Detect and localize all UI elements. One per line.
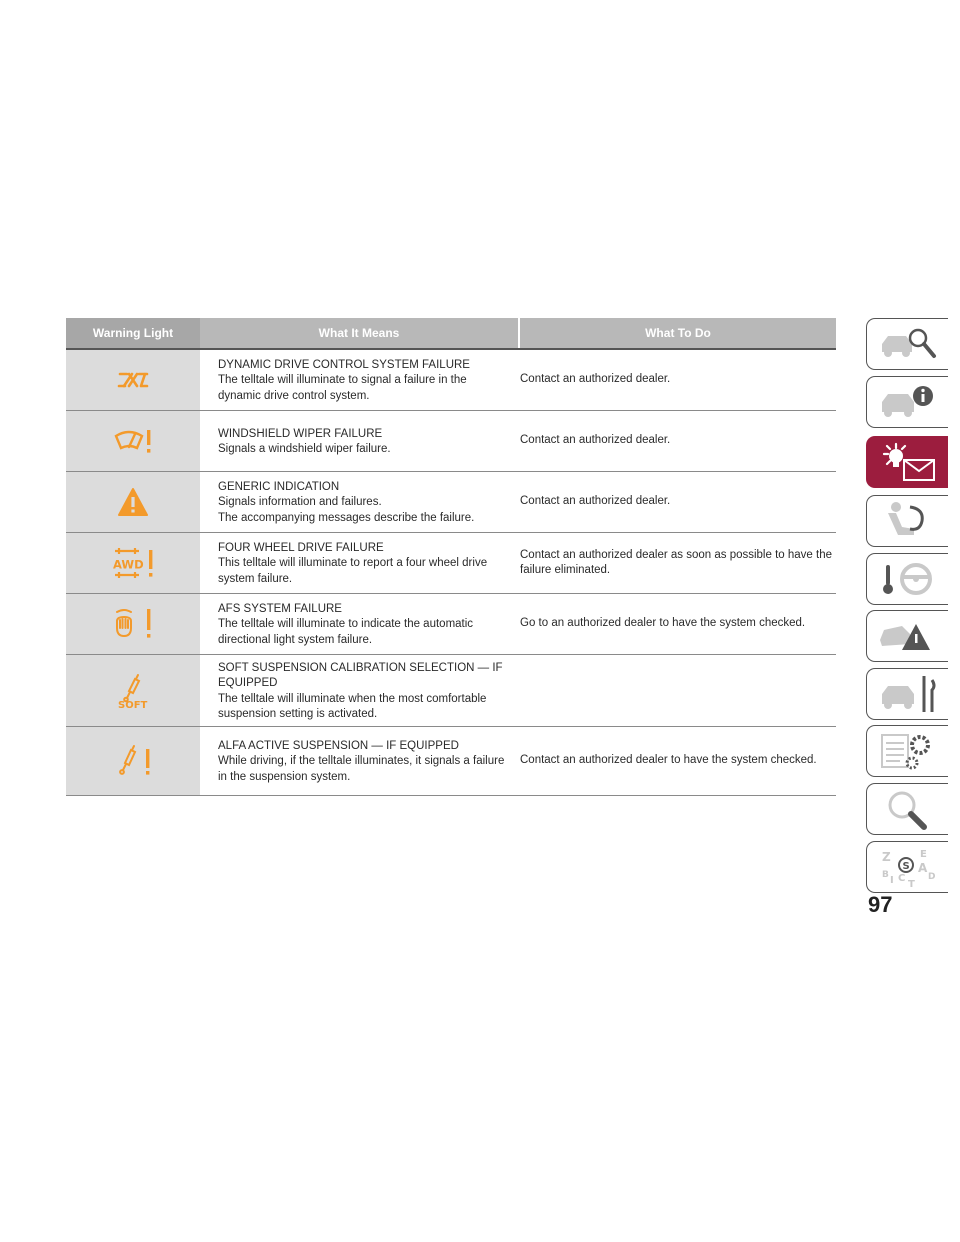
tab-car-search[interactable] bbox=[866, 318, 948, 370]
index-letter: B bbox=[881, 870, 889, 880]
action-cell bbox=[518, 655, 836, 726]
tab-steering-wheel-key[interactable] bbox=[866, 553, 948, 605]
row-description-line: in the suspension system. bbox=[218, 770, 351, 783]
row-action: Contact an authorized dealer as soon as possible to have the failure eliminated. bbox=[520, 548, 832, 576]
row-title: GENERIC INDICATION bbox=[218, 480, 340, 493]
table-row bbox=[66, 472, 836, 533]
index-letter: T bbox=[907, 879, 915, 889]
car-info-icon bbox=[876, 380, 940, 424]
index-letter: A bbox=[917, 861, 927, 875]
car-crash-warning-icon bbox=[876, 614, 940, 658]
table-row bbox=[66, 411, 836, 472]
tab-alphabetical-index[interactable] bbox=[866, 841, 948, 893]
meaning-cell bbox=[200, 655, 518, 726]
row-description-line: The telltale will illuminate when the most comfortable bbox=[218, 692, 487, 705]
meaning-cell bbox=[200, 350, 518, 410]
row-description-line: This telltale will illuminate to report a four wheel drive bbox=[218, 557, 488, 570]
seat-airbag-icon bbox=[876, 499, 940, 543]
tab-car-crash-warning[interactable] bbox=[866, 610, 948, 662]
row-action: Contact an authorized dealer. bbox=[520, 373, 671, 386]
tab-car-service-wrench[interactable] bbox=[866, 668, 948, 720]
row-title: AFS SYSTEM FAILURE bbox=[218, 602, 342, 615]
index-letter: Z bbox=[881, 850, 891, 864]
warning-lights-table bbox=[66, 318, 836, 796]
alphabetical-index-icon bbox=[876, 845, 940, 889]
meaning-cell bbox=[200, 472, 518, 532]
steering-wheel-key-icon bbox=[876, 557, 940, 601]
page-number: 97 bbox=[868, 892, 893, 917]
index-letter: I bbox=[889, 875, 894, 886]
table-row bbox=[66, 655, 836, 727]
meaning-cell bbox=[200, 727, 518, 795]
row-description-line: suspension setting is activated. bbox=[218, 708, 378, 720]
action-cell bbox=[518, 727, 836, 795]
row-action: Contact an authorized dealer. bbox=[520, 495, 671, 508]
car-service-wrench-icon bbox=[876, 672, 940, 716]
meaning-cell bbox=[200, 533, 518, 593]
row-title: WINDSHIELD WIPER FAILURE bbox=[218, 427, 383, 440]
header-what-it-means: What It Means bbox=[200, 318, 518, 348]
specifications-gears-icon bbox=[876, 729, 940, 773]
row-description-line: The telltale will illuminate to indicate the automatic bbox=[218, 618, 474, 631]
tab-specifications-gears[interactable] bbox=[866, 725, 948, 777]
row-description-line: Signals a windshield wiper failure. bbox=[218, 443, 391, 455]
meaning-cell bbox=[200, 411, 518, 471]
row-title: FOUR WHEEL DRIVE FAILURE bbox=[218, 541, 384, 554]
header-what-to-do: What To Do bbox=[520, 318, 836, 348]
action-cell bbox=[518, 594, 836, 654]
tab-magnifier-search[interactable] bbox=[866, 783, 948, 835]
magnifier-search-icon bbox=[876, 787, 940, 831]
soft-suspension-icon bbox=[66, 655, 200, 726]
row-title: ALFA ACTIVE SUSPENSION — IF EQUIPPED bbox=[218, 739, 459, 752]
table-row bbox=[66, 727, 836, 796]
action-cell bbox=[518, 533, 836, 593]
car-search-icon bbox=[876, 322, 940, 366]
generic-warning-triangle-icon bbox=[66, 472, 200, 532]
soft-icon-text: SOFT bbox=[118, 699, 148, 709]
table-header bbox=[66, 318, 836, 350]
row-description-line: Signals information and failures. bbox=[218, 496, 382, 509]
row-description-line: The telltale will illuminate to signal a failure in the bbox=[218, 374, 467, 387]
active-suspension-failure-icon bbox=[66, 727, 200, 795]
index-letter: S bbox=[902, 861, 910, 872]
action-cell bbox=[518, 411, 836, 471]
row-description-line: While driving, if the telltale illuminates, it signals a failure bbox=[218, 755, 505, 768]
header-warning-light: Warning Light bbox=[66, 318, 200, 348]
table-row bbox=[66, 594, 836, 655]
row-action: Contact an authorized dealer. bbox=[520, 434, 671, 447]
index-letter: E bbox=[919, 849, 927, 860]
table-row bbox=[66, 350, 836, 411]
awd-failure-icon bbox=[66, 533, 200, 593]
afs-failure-icon bbox=[66, 594, 200, 654]
windshield-wiper-failure-icon bbox=[66, 411, 200, 471]
row-title: SOFT SUSPENSION CALIBRATION SELECTION — IF EQUIPPED bbox=[218, 661, 503, 689]
action-cell bbox=[518, 350, 836, 410]
tab-seat-airbag[interactable] bbox=[866, 495, 948, 547]
row-description-line: system failure. bbox=[218, 572, 293, 585]
awd-icon-text: AWD bbox=[113, 557, 144, 572]
row-description-line: The accompanying messages describe the failure. bbox=[218, 511, 475, 524]
tab-warning-lights-messages[interactable] bbox=[866, 436, 948, 488]
row-action: Contact an authorized dealer to have the system checked. bbox=[520, 754, 817, 767]
row-description-line: dynamic drive control system. bbox=[218, 389, 370, 402]
dynamic-drive-control-icon bbox=[66, 350, 200, 410]
row-title: DYNAMIC DRIVE CONTROL SYSTEM FAILURE bbox=[218, 358, 470, 371]
warning-lights-messages-icon bbox=[876, 440, 940, 484]
table-row bbox=[66, 533, 836, 594]
tab-car-info[interactable] bbox=[866, 376, 948, 428]
action-cell bbox=[518, 472, 836, 532]
row-description-line: directional light system failure. bbox=[218, 633, 373, 646]
row-action: Go to an authorized dealer to have the system checked. bbox=[520, 617, 806, 630]
meaning-cell bbox=[200, 594, 518, 654]
index-letter: C bbox=[897, 873, 905, 884]
index-letter: D bbox=[927, 872, 935, 882]
